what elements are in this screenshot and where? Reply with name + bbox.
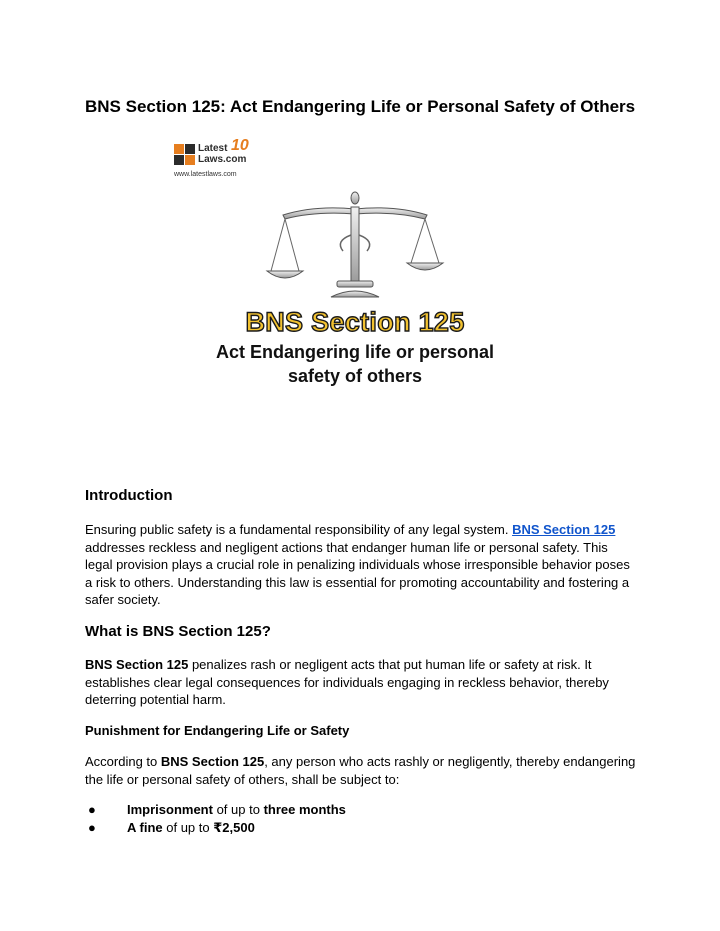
- item-mid: of up to: [162, 820, 214, 835]
- intro-text-before: Ensuring public safety is a fundamental responsibility of any legal system.: [85, 522, 513, 537]
- punishment-bold: BNS Section 125: [160, 754, 265, 769]
- bullet-icon: ●: [88, 820, 96, 835]
- logo-ten: 10: [231, 137, 249, 154]
- banner-line2: safety of others: [287, 366, 423, 386]
- what-is-text: penalizes rash or negligent acts that put human life or safety at risk. It establishes clear legal consequences for individuals engaging in reckless behavior, thereby deterring potential harm.: [85, 657, 609, 708]
- list-item: [85, 801, 346, 819]
- bullet-icon: ●: [88, 802, 96, 817]
- banner-heading: BNS Section 125: [245, 307, 465, 337]
- document-title: BNS Section 125: Act Endangering Life or Personal Safety of Others: [85, 97, 636, 116]
- list-item: [85, 819, 346, 837]
- introduction-heading: Introduction: [85, 487, 173, 504]
- logo-line2: Laws.com: [198, 154, 247, 165]
- logo-grid-icon: [174, 144, 196, 166]
- latestlaws-logo: [174, 137, 254, 182]
- logo-url: www.latestlaws.com: [174, 171, 237, 178]
- punishment-paragraph: [85, 753, 637, 788]
- what-is-bold-lead: BNS Section 125: [85, 657, 189, 672]
- punishment-heading: Punishment for Endangering Life or Safety: [85, 723, 350, 738]
- banner-line1: Act Endangering life or personal: [215, 342, 495, 362]
- punishment-text-before: According to: [85, 754, 161, 769]
- item-bold1: A fine: [127, 820, 163, 835]
- introduction-paragraph: [85, 521, 637, 609]
- intro-text-after: addresses reckless and negligent actions that endanger human life or personal safety. This legal provision plays a crucial role in penalizing individuals whose irresponsible behavior poses a risk to others. Understanding this law is essential for promoting accountability and fostering a safer society.: [85, 539, 630, 608]
- section-banner: [150, 185, 560, 410]
- logo-line1: Latest: [198, 143, 228, 154]
- item-bold1: Imprisonment: [127, 802, 213, 817]
- punishment-text-after: , any person who acts rashly or negligently, thereby endangering the life or personal safety of others, shall be subject to:: [85, 754, 636, 787]
- what-is-heading: What is BNS Section 125?: [85, 623, 271, 640]
- item-mid: of up to: [212, 802, 264, 817]
- what-is-paragraph: [85, 656, 637, 709]
- scales-of-justice-icon: [265, 185, 445, 303]
- item-bold2: ₹2,500: [213, 820, 255, 835]
- punishment-list: [85, 801, 346, 837]
- bns-section-125-link[interactable]: BNS Section 125: [512, 522, 616, 537]
- item-bold2: three months: [263, 802, 346, 817]
